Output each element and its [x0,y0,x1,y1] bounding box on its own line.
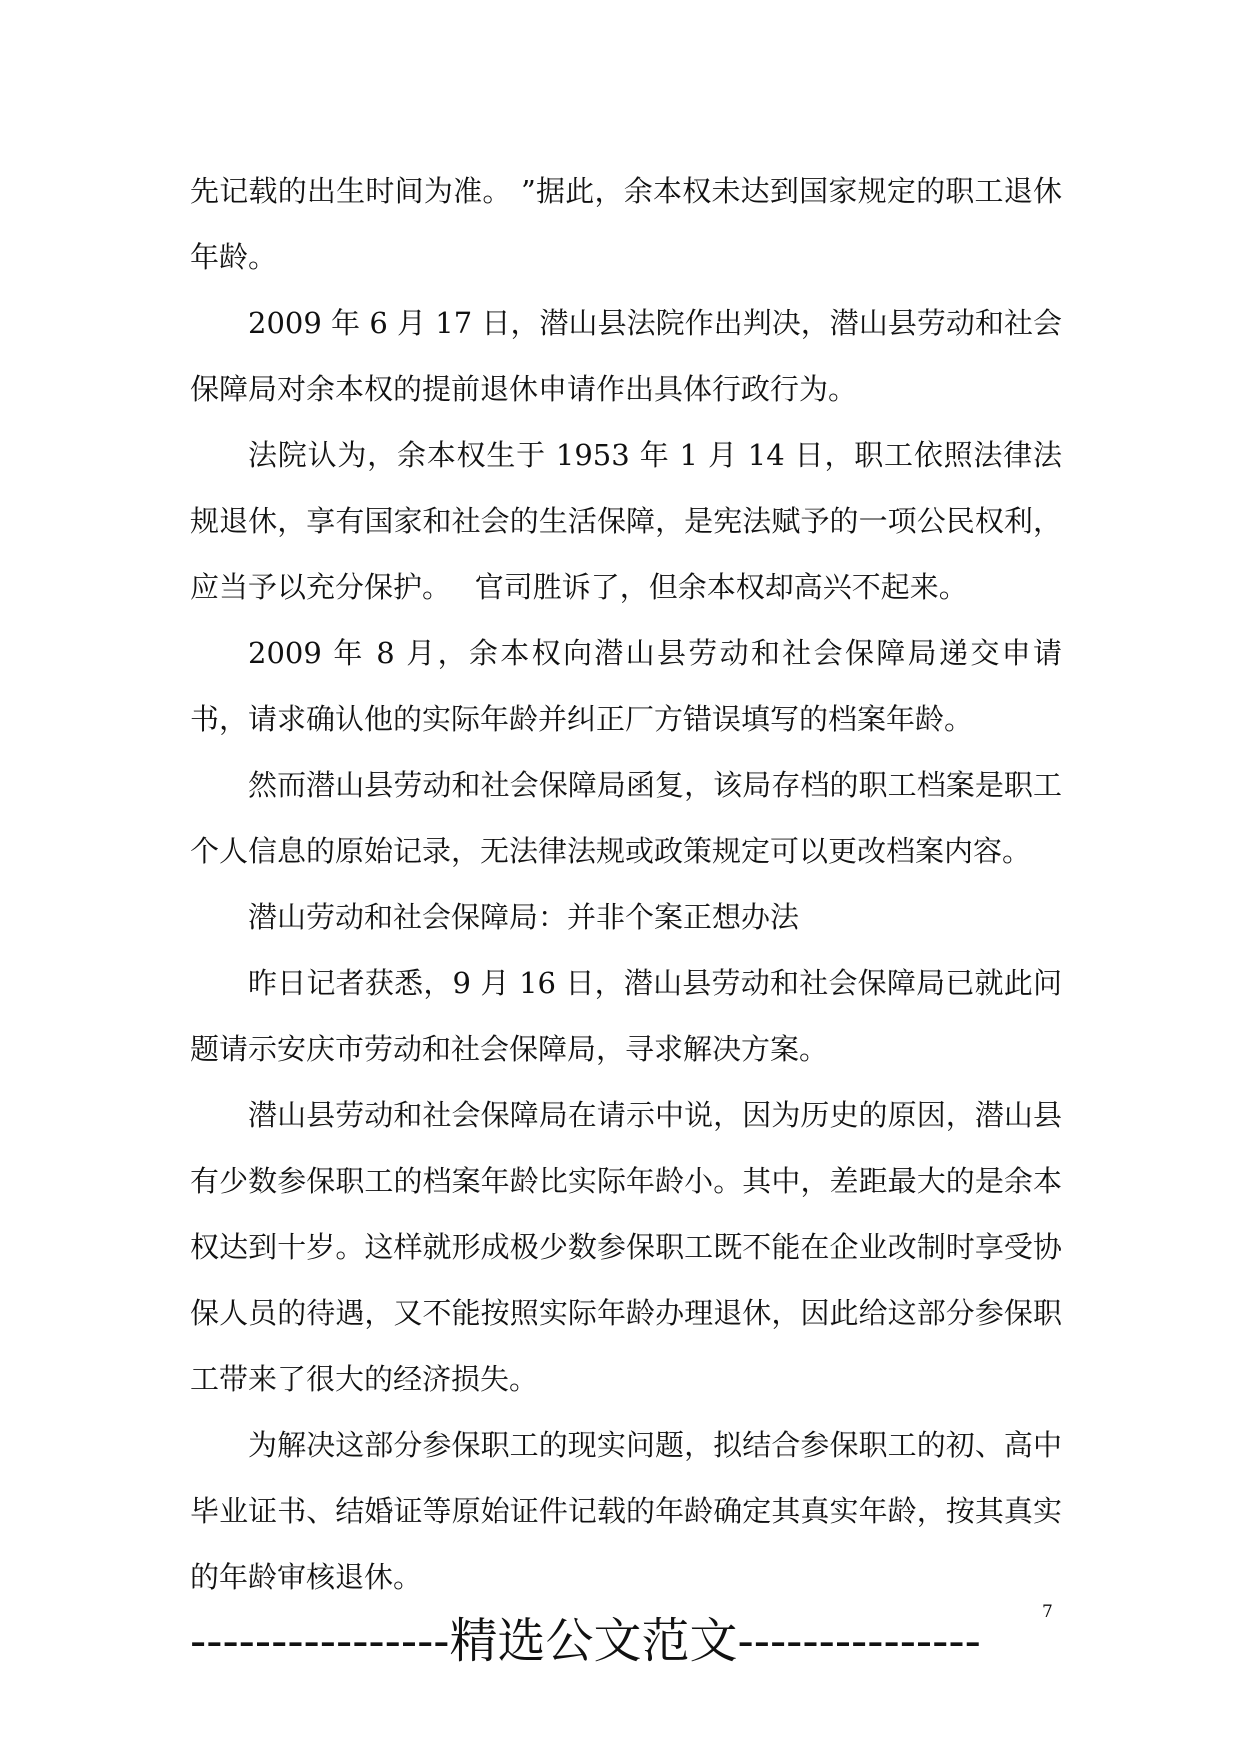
paragraph: 昨日记者获悉，9 月 16 日，潜山县劳动和社会保障局已就此问题请示安庆市劳动和社会保障局，寻求解决方案。 [190,966,1062,1066]
section-heading: 潜山劳动和社会保障局：并非个案正想办法 [248,900,800,934]
paragraph: 法院认为，余本权生于 1953 年 1 月 14 日，职工依照法律法规退休，享有国家和社会的生活保障，是宪法赋予的一项公民权利，应当予以充分保护。 官司胜诉了，但余本权却高兴不起来。 [190,438,1062,604]
paragraph: 潜山县劳动和社会保障局在请示中说，因为历史的原因，潜山县有少数参保职工的档案年龄比实际年龄小。其中，差距最大的是余本权达到十岁。这样就形成极少数参保职工既不能在企业改制时享受协保人员的待遇，又不能按照实际年龄办理退休，因此给这部分参保职工带来了很大的经济损失。 [190,1098,1062,1396]
body-text [190,158,1062,1610]
page-number: 7 [1042,1602,1053,1622]
paragraph: 先记载的出生时间为准。 ”据此，余本权未达到国家规定的职工退休年龄。 [190,174,1062,274]
paragraph: 2009 年 6 月 17 日，潜山县法院作出判决，潜山县劳动和社会保障局对余本权的提前退休申请作出具体行政行为。 [190,306,1062,406]
paragraph: 然而潜山县劳动和社会保障局函复，该局存档的职工档案是职工个人信息的原始记录，无法律法规或政策规定可以更改档案内容。 [190,768,1062,868]
paragraph: 2009 年 8 月，余本权向潜山县劳动和社会保障局递交申请书，请求确认他的实际年龄并纠正厂方错误填写的档案年龄。 [190,636,1062,736]
footer-banner: ----------------精选公文范文--------------- [190,1613,981,1669]
paragraph: 为解决这部分参保职工的现实问题，拟结合参保职工的初、高中毕业证书、结婚证等原始证件记载的年龄确定其真实年龄，按其真实的年龄审核退休。 [190,1428,1062,1594]
